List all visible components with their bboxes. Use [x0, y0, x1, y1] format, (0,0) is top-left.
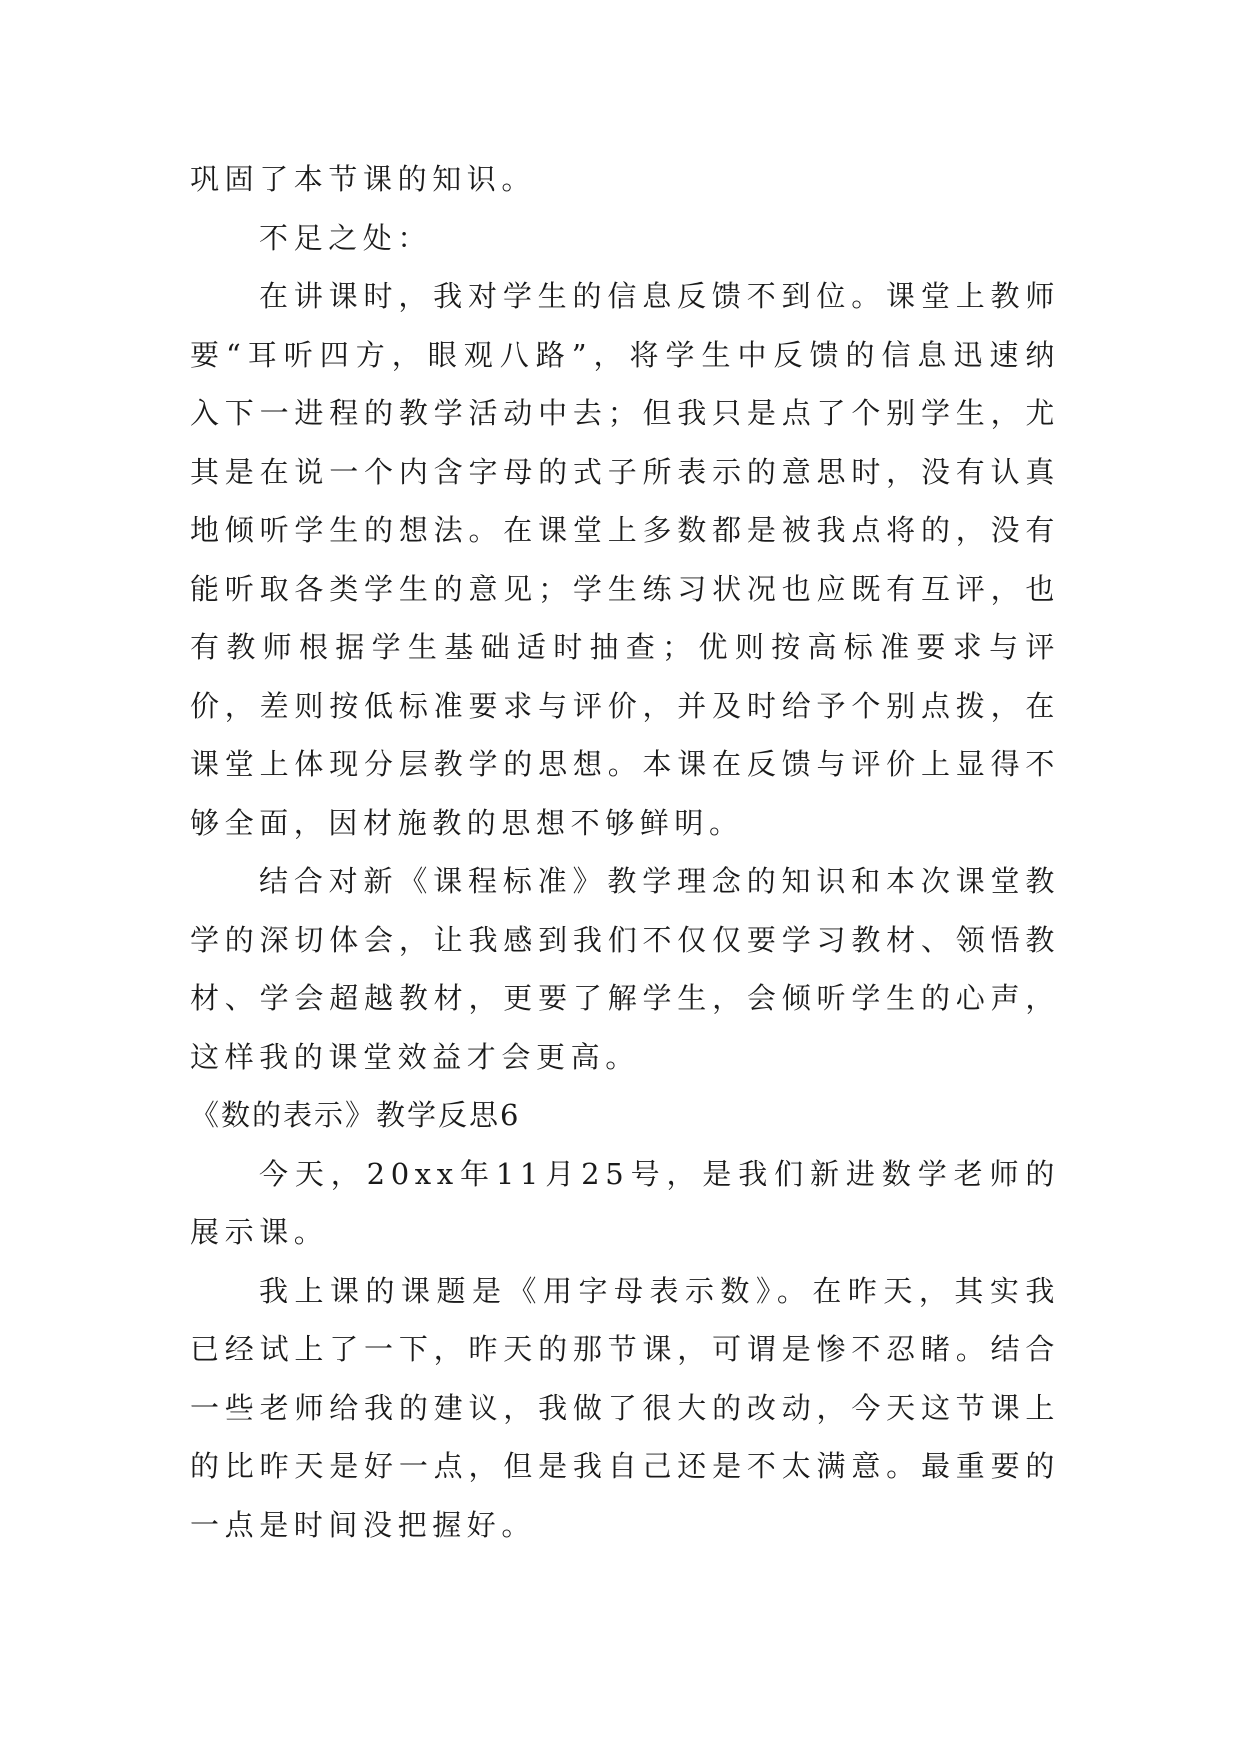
paragraph-continuation: 巩固了本节课的知识。	[190, 162, 537, 196]
document-body	[190, 150, 1060, 1554]
paragraph-lesson-topic: 我上课的课题是《用字母表示数》。在昨天，其实我已经试上了一下，昨天的那节课，可谓是惨不忍睹。结合一些老师给我的建议，我做了很大的改动，今天这节课上的比昨天是好一点，但是我自己还是不太满意。最重要的一点是时间没把握好。	[190, 1273, 1060, 1542]
paragraph-demo-lesson-date: 今天，20xx年11月25号，是我们新进数学老师的展示课。	[190, 1156, 1060, 1249]
paragraph-shortcomings-heading: 不足之处：	[259, 220, 433, 255]
section-title: 《数的表示》教学反思6	[190, 1098, 521, 1132]
paragraph-curriculum-conclusion: 结合对新《课程标准》教学理念的知识和本次课堂教学的深切体会，让我感到我们不仅仅要学习教材、领悟教材、学会超越教材，更要了解学生，会倾听学生的心声，这样我的课堂效益才会更高。	[190, 864, 1060, 1074]
paragraph-feedback-reflection: 在讲课时，我对学生的信息反馈不到位。课堂上教师要“耳听四方，眼观八路”，将学生中反馈的信息迅速纳入下一进程的教学活动中去；但我只是点了个别学生，尤其是在说一个内含字母的式子所表示的意思时，没有认真地倾听学生的想法。在课堂上多数都是被我点将的，没有能听取各类学生的意见；学生练习状况也应既有互评，也有教师根据学生基础适时抽查；优则按高标准要求与评价，差则按低标准要求与评价，并及时给予个别点拨，在课堂上体现分层教学的思想。本课在反馈与评价上显得不够全面，因材施教的思想不够鲜明。	[190, 279, 1060, 840]
